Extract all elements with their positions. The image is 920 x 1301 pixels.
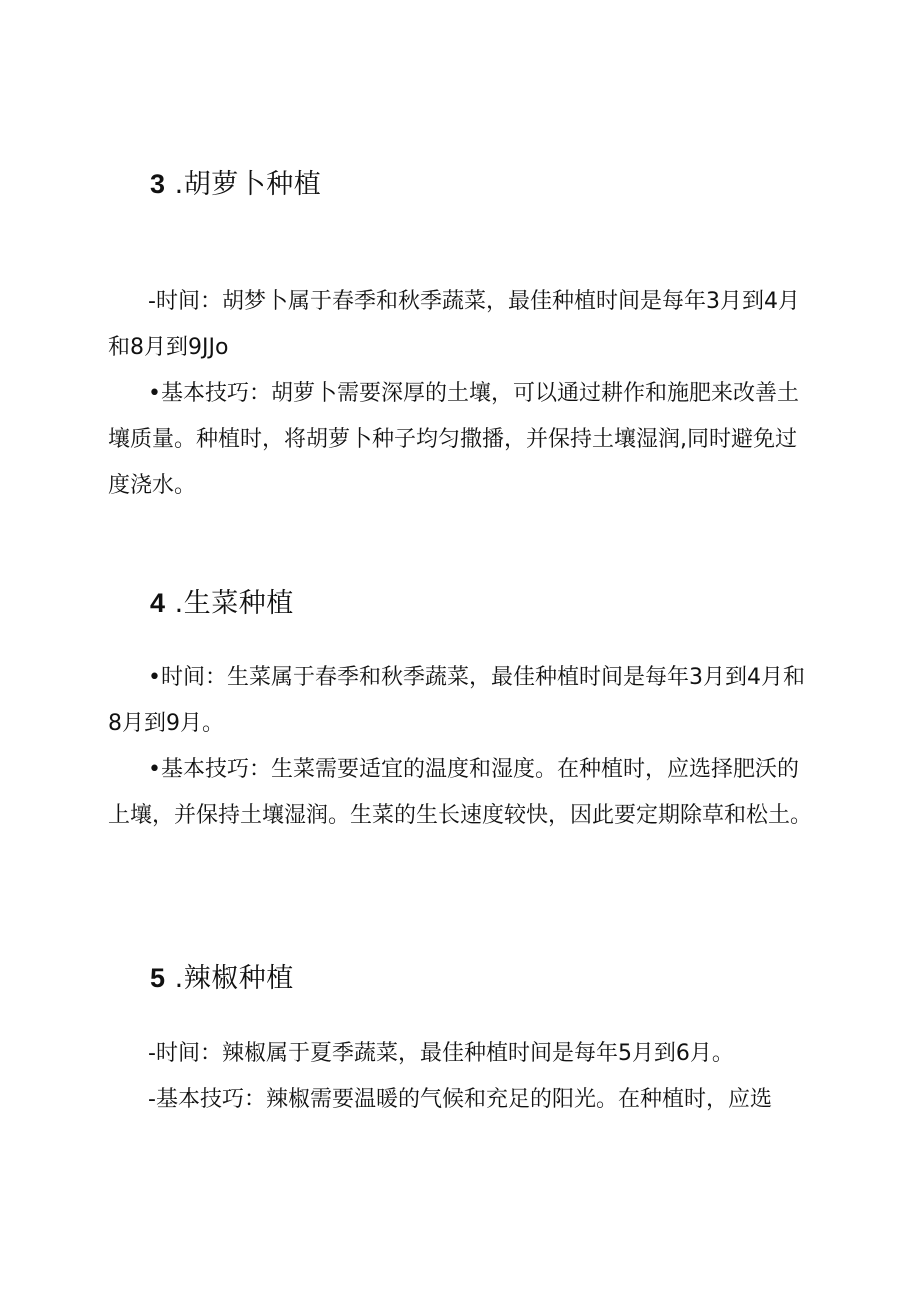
section-heading-lettuce (150, 585, 294, 622)
section-title: .生菜种植 (174, 588, 294, 619)
paragraph-pepper-technique: -基本技巧：辣椒需要温暖的气候和充足的阳光。在种植时，应选 (148, 1087, 772, 1112)
paragraph-carrot-time: -时间：胡梦卜属于春季和秋季蔬菜，最佳种植时间是每年3月到4月和8月到9JJo (108, 289, 800, 360)
section-heading-carrot (150, 166, 321, 203)
paragraph-lettuce-time: •时间：生菜属于春季和秋季蔬菜，最佳种植时间是每年3月到4月和8月到9月。 (108, 665, 805, 736)
paragraph-lettuce-technique: •基本技巧：生菜需要适宜的温度和湿度。在种植时，应选择肥沃的上壤，并保持土壤湿润。生菜的生长速度较快，因此要定期除草和松土。 (108, 757, 813, 828)
paragraph-pepper-time: -时间：辣椒属于夏季蔬菜，最佳种植时间是每年5月到6月。 (148, 1041, 734, 1066)
section-title: .辣椒种植 (174, 963, 294, 994)
paragraph-carrot-technique: •基本技巧：胡萝卜需要深厚的土壤，可以通过耕作和施肥来改善土壤质量。种植时，将胡萝卜种子均匀撒播，并保持土壤湿润,同时避免过度浇水。 (108, 381, 799, 498)
section-heading-pepper (150, 960, 294, 997)
section-number: 4 (150, 588, 166, 618)
section-title: .胡萝卜种植 (174, 169, 322, 200)
section-number: 3 (150, 169, 166, 199)
section-number: 5 (150, 963, 166, 993)
